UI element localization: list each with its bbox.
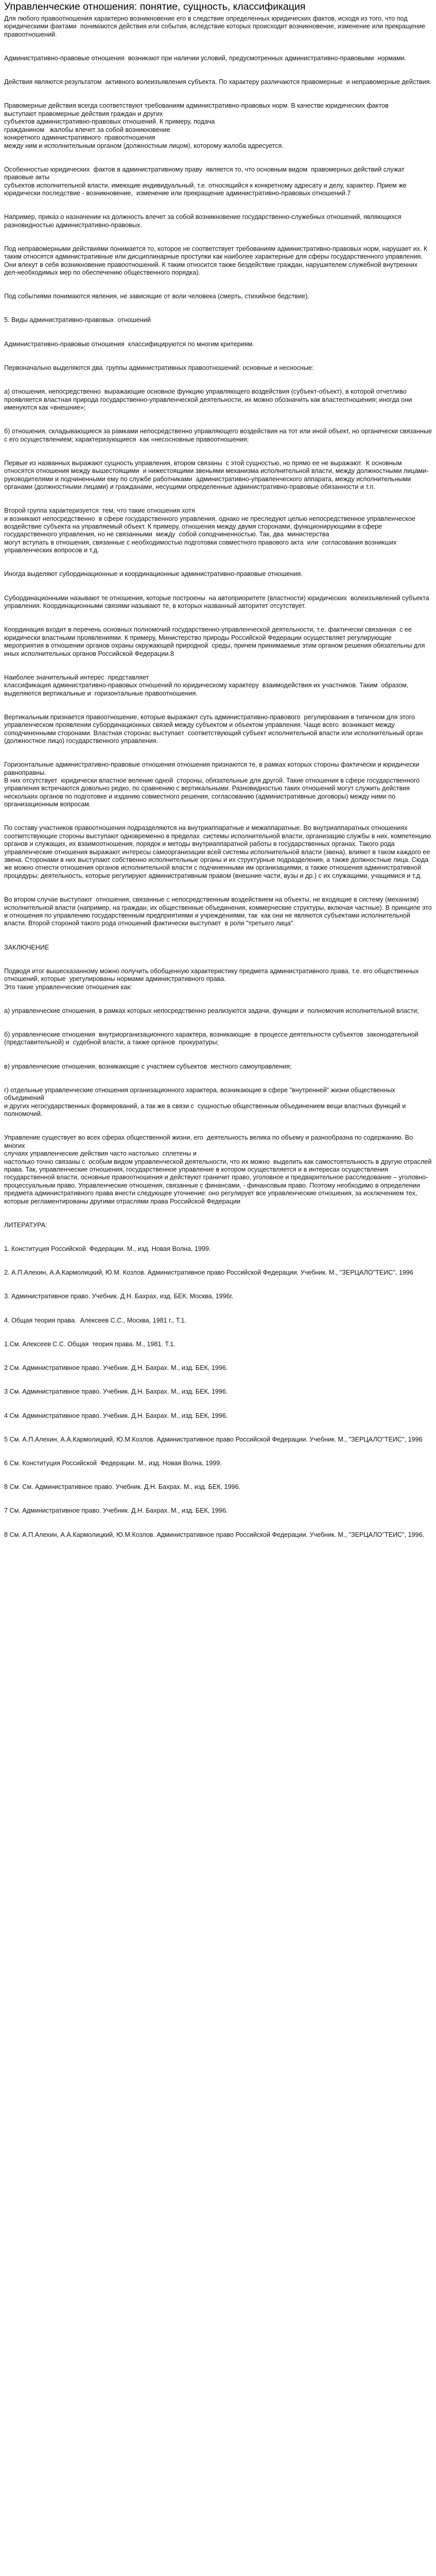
paragraph	[4, 1023, 432, 1031]
paragraph	[4, 1301, 432, 1309]
paragraph	[4, 158, 432, 165]
paragraph	[4, 1285, 432, 1293]
paragraph	[4, 451, 432, 459]
paragraph	[4, 1118, 432, 1126]
paragraph	[4, 1277, 432, 1285]
paragraph	[4, 1229, 432, 1237]
paragraph	[4, 952, 432, 959]
paragraph	[4, 1476, 432, 1483]
paragraph: между ним и исполнительным органом (должностным лицом), которому жалоба адресуется.	[4, 142, 284, 149]
paragraph: Под событиями понимаются явления, не зависящие от воли человека (смерть, стихийное бедствие).	[4, 293, 309, 300]
paragraph	[4, 1372, 432, 1380]
paragraph	[4, 348, 432, 356]
paragraph	[4, 563, 432, 570]
paragraph: относятся отношения между вышестоящими и нижестоящими звеньями механизма исполнительной власти, между должностными лицами-руководителями и подчиненными ему по службе работниками административно-управленческого аппарата, между исполнительными органами (должностными лицами) и гражданами, несущими определенные административно-правовые обязанности и т.п.	[4, 467, 429, 490]
paragraph	[4, 1515, 432, 1523]
paragraph	[4, 1467, 432, 1475]
paragraph	[4, 444, 432, 451]
paragraph	[4, 332, 432, 340]
paragraph: субъектов исполнительной власти, имеющие индивидуальный, т.е. относящийся к конкретному адресату и делу, характер. Прием же юридически последствие - возникновение, изменение или прекращение административно-правовых отношений.7	[4, 181, 409, 197]
paragraph: случаях управленческие действия часто настолько сплетены и	[4, 1150, 197, 1158]
paragraph	[4, 698, 432, 705]
paragraph	[4, 1492, 432, 1499]
paragraph: Субординационными называют те отношения, которые построены на автоприоритете (властности) юридических волеизъявлений субъекта управления. Координационными связями называют те, в которых названный авторитет отсутствует.	[4, 594, 431, 610]
paragraph: настолько точно связаны с особым видом управленческой деятельности, что их можно выделить как самостоятельность в другую отраслей права. Так, управленческие отношения, государственное управление в котором осуществляется и в интересах осуществления государственной власти, основные правоотношения и действуют граничит право, уголовное и предварительное расследование – уголовно-процессуальным право. Управленческие отношения, связанные с финансами, - финансовым право. Поэтому необходимо в определении предмета административного права внести следующее уточнение: оно регулирует все управленческие отношения, за исключением тех, которые регламентированы другими отраслями права Российской Федерации	[4, 1158, 433, 1205]
paragraph: классификация административно-правовых отношений по юридическому характеру взаимодействия их участников. Таким образом, выделяются вертикальные и горизонтальные правоотношения.	[4, 682, 410, 697]
document-body	[4, 15, 432, 1539]
paragraph: ЛИТЕРАТУРА:	[4, 1221, 47, 1229]
paragraph	[4, 237, 432, 245]
paragraph	[4, 1047, 432, 1055]
paragraph	[4, 555, 432, 563]
paragraph	[4, 1078, 432, 1086]
paragraph: г) отдельные управленческие отношения организационного характера, возникающие в сфере "внутренней" жизни общественных объединений	[4, 1086, 397, 1102]
paragraph: и других негосударственных формирований, а так же в связи с сущностью общественным объединением вещи властных функций и полномочий.	[4, 1102, 408, 1118]
paragraph	[4, 1380, 432, 1388]
paragraph	[4, 499, 432, 507]
paragraph	[4, 1396, 432, 1404]
paragraph	[4, 71, 432, 78]
paragraph	[4, 936, 432, 943]
paragraph: конкретного административного правоотношения	[4, 134, 155, 142]
paragraph: и возникают непосредственно в сфере государственного управления, однако не преследуют целью непосредственное управленческое воздействие субъекта на управляемый объект. К примеру, отношения между двумя сторонами, функционирующими в сфере государственного управления, но не связанными между собой соподчиненностью. Так, два министерства	[4, 515, 417, 538]
paragraph: субъектов административно-правовых отношений. К примеру, подача	[4, 118, 215, 126]
paragraph	[4, 491, 432, 499]
paragraph: Например, приказ о назначении на должность влечет за собой возникновение государственно-служебных отношений, являющихся разновидностью административно-правовых.	[4, 213, 404, 229]
paragraph	[4, 928, 432, 936]
paragraph	[4, 959, 432, 967]
paragraph	[4, 745, 432, 753]
paragraph: Подводя итог вышесказанному можно получить обобщенную характеристику предмета административного права, т.е. его общественных отношений, которые урегулированы нормами административного права.	[4, 967, 421, 983]
paragraph: в) управленческие отношения, возникающие с участием субъектов местного самоуправления;	[4, 1062, 292, 1070]
paragraph: а) управленческие отношения, в рамках которых непосредственно реализуются задачи, функции и полномочия исполнительной власти;	[4, 1007, 419, 1014]
paragraph: могут вступать в отношения, связанные с необходимостью подготовки совместного правового акта или согласования возникших управленческих вопросов и т.д.	[4, 538, 399, 554]
paragraph	[4, 658, 432, 666]
paragraph	[4, 372, 432, 380]
paragraph: Особенностью юридических фактов в административному праву является то, что основным видом правомерных действий служат правовые акты	[4, 165, 407, 181]
paragraph	[4, 94, 432, 102]
paragraph	[4, 1325, 432, 1332]
paragraph	[4, 817, 432, 824]
paragraph	[4, 325, 432, 332]
paragraph	[4, 705, 432, 713]
paragraph: Правомерные действия всегда соответствуют требованиям административно-правовых норм. В качестве юридических фактов	[4, 102, 389, 110]
paragraph: 6 См. Конституция Российской Федерации. М., изд. Новая Волна, 1999.	[4, 1459, 222, 1467]
paragraph: 4 См. Административное право. Учебник. Д.Н. Бахрах. М., изд. БЕК, 1996.	[4, 1412, 228, 1419]
paragraph: 5. Виды административно-правовых отношений	[4, 316, 151, 324]
paragraph	[4, 285, 432, 293]
paragraph	[4, 150, 432, 158]
paragraph: Вертикальным признается правоотношение, которые выражают суть административно-правового регулирования в типичном для этого управленческом проявлении субординационных связей между субъектом и объектом управления. Чаще всего возникают между соподчиненными сторонами. Властная сторонас выступает соответствующий субъект исполнительной власти или исполнительный орган (должностное лицо) государственного управления.	[4, 713, 425, 744]
paragraph: Наиболее значительный интерес представляет	[4, 673, 149, 681]
paragraph: 7 См. Административное право. Учебник. Д.Н. Бахрах. М., изд. БЕК, 1996.	[4, 1507, 228, 1515]
paragraph	[4, 309, 432, 316]
paragraph: Первоначально выделяются два группы административных правоотношений: основные и несносные:	[4, 364, 314, 371]
paragraph: Это такие управленческие отношения как:	[4, 983, 132, 991]
paragraph: 3. Административное право. Учебник. Д.Н. Бахрах, изд. БЕК. Москва, 1996г.	[4, 1293, 234, 1300]
paragraph	[4, 991, 432, 999]
paragraph	[4, 1332, 432, 1340]
paragraph: 2 См. Административное право. Учебник. Д.Н. Бахрах. М., изд. БЕК, 1996.	[4, 1364, 228, 1372]
paragraph: 4. Общая теория права. Алексеев С.С., Москва, 1981 г., Т.1.	[4, 1316, 187, 1324]
paragraph: Первые из названных выражают сущность управления, втором связаны с этой сущностью, но прямо ее не выражают. К основным	[4, 459, 402, 467]
paragraph	[4, 229, 432, 237]
paragraph	[4, 1404, 432, 1412]
paragraph: 2. А.П.Алехин, А.А.Кармолицкий, Ю.М. Козлов. Административное право Российской Федерации. Учебник. М., "ЗЕРЦАЛО"ТЕИС", 1996	[4, 1269, 413, 1277]
paragraph	[4, 1309, 432, 1316]
paragraph	[4, 1428, 432, 1435]
paragraph: По составу участников правоотношения подразделяются на внутриаппаратные и межаппаратные. Во внутриаппаратных отношениях соответствующие стороны выступают одновременно в пределах системы исполнительной власти, организацию службы в них, компетенцию органов и служащих, их взаимоотношения, порядок и методы внутриаппаратной работы в государственных органах. Такого рода управленческие отношения выражают интересы самоорганизации всей системы исполнительной власти (звена), влияют в таком каждого ее звена. Сторонами в них выступают собственно исполнительные органы и их структурные подразделения, а также должностные лица. Сюда же можно отнести отношения органов исполнительной власти с подчиненными им организациями, а также отношения административной процедуры; деятельность, которые регулируют административным правом (внешние части, вузы и др.) с их служащими, учащимися и т.д.	[4, 824, 433, 879]
paragraph	[4, 206, 432, 213]
paragraph	[4, 412, 432, 419]
paragraph	[4, 1015, 432, 1023]
paragraph: б) управленческие отношения внутриорганизационного характера, возникающие в процессе деятельности субъектов законодательной (представительной) и судебной власти, а также органов прокуратуры;	[4, 1031, 421, 1046]
paragraph	[4, 62, 432, 70]
paragraph: ЗАКЛЮЧЕНИЕ	[4, 943, 49, 951]
paragraph	[4, 87, 432, 94]
paragraph	[4, 1523, 432, 1531]
paragraph	[4, 880, 432, 888]
paragraph	[4, 1071, 432, 1078]
paragraph	[4, 1238, 432, 1245]
paragraph: 8 См. А.П.Алехин, А.А.Кармолицкий, Ю.М.Козлов. Административное право Российской Федерации. Учебник. М., "ЗЕРЦАЛО"ТЕИС", 1996.	[4, 1531, 425, 1538]
paragraph	[4, 1253, 432, 1261]
paragraph	[4, 47, 432, 55]
paragraph	[4, 1213, 432, 1221]
paragraph: а) отношения, непосредственно выражающие основное функцию управляющего воздействия (субъект-объект), в которой отчетливо проявляется властная природа государственно-управленческой деятельности, их можно обозначить как властеотношения; иногда они именуются как «внешние»;	[4, 388, 414, 411]
paragraph: 3 См. Административное право. Учебник. Д.Н. Бахрах. М., изд. БЕК, 1996.	[4, 1388, 228, 1396]
paragraph: Горизонтальные административно-правовые отношения отношения признаются те, в рамках которых стороны фактически и юридически равноправны.	[4, 761, 421, 776]
paragraph	[4, 888, 432, 896]
paragraph	[4, 301, 432, 309]
paragraph	[4, 1348, 432, 1356]
paragraph	[4, 999, 432, 1007]
paragraph	[4, 809, 432, 817]
paragraph	[4, 420, 432, 428]
paragraph	[4, 380, 432, 388]
paragraph: Административно-правовые отношения возникают при наличии условий, предусмотренных административно-правовыми нормами.	[4, 55, 407, 62]
paragraph	[4, 197, 432, 205]
paragraph: Под неправомерными действиями понимается то, которое не соответствует требованиям административно-правовых норм, нарушает их. К таким относятся административные или дисциплинарные проступки как наиболее характерные для сферы государственного управления. Они влекут в себя возникновение правоотношений. К таким относится также бездействие граждан, нарушителем служебной внутренних дел-необходимых мер по обеспечению общественного порядка).	[4, 245, 429, 276]
paragraph: б) отношения, складывающиеся за рамками непосредственно управляющего воздействия на тот или иной объект, но органически связанные с его осуществлением; характеризующиеся как «несосновные правоотношения;	[4, 428, 434, 443]
paragraph: 8 См. См. Административное право. Учебник. Д.Н. Бахрах. М., изд. БЕК, 1996.	[4, 1483, 241, 1491]
paragraph: Управление существует во всех сферах общественной жизни, его деятельность велика по объему и разнообразна по содержанию. Во многих	[4, 1134, 415, 1149]
paragraph	[4, 1444, 432, 1451]
paragraph: Координация входит в перечень основных полномочий государственно-управленческой деятельности, т.е. фактически связанная с ее юридически властными проявлениями. К примеру, Министерство природы Российской Федерации осуществляет регулирующие мероприятия в отношении органов охраны окружающей природной среды, причем принимаемые этим органом решения обязательны для иных исполнительных органов Российской Федерации.8	[4, 626, 427, 657]
paragraph	[4, 610, 432, 618]
paragraph	[4, 1261, 432, 1269]
paragraph	[4, 1206, 432, 1213]
paragraph	[4, 753, 432, 761]
paragraph	[4, 666, 432, 673]
paragraph: 1.См. Алексеев С.С. Общая теория права. М., 1981. Т.1.	[4, 1340, 176, 1348]
paragraph: Второй группа характеризуется тем, что такие отношения хотя	[4, 507, 195, 515]
paragraph	[4, 586, 432, 594]
paragraph	[4, 277, 432, 284]
paragraph: Во втором случае выступают отношения, связанные с непосредственным воздействием на объекты, не входящие в систему (механизм) исполнительной власти (например, на граждан, их общественные объединения, коммерческие структуры, включая частные). В принципе это и отношения по управлению государственным предприятиями и учреждениями, так как они не являются субъектами исполнительной власти. Второй стороной такого рода отношений фактически выступает в роли "третьего лица".	[4, 896, 434, 927]
paragraph	[4, 1126, 432, 1134]
paragraph	[4, 1357, 432, 1364]
paragraph: гражданином жалобы влечет за собой возникновение	[4, 126, 170, 133]
paragraph: Для любого правоотношения характерно возникновение его в следствие определенных юридических фактов, исходя из того, что под юридическими фактами понимаются действия или события, вследствие которых происходит возникновение, изменение или прекращение правоотношений.	[4, 15, 427, 38]
paragraph: Иногда выделяют субординационные и координационные административно-правовые отношения.	[4, 570, 303, 578]
paragraph: 1. Конституция Российской Федерации. М., изд. Новая Волна, 1999.	[4, 1245, 211, 1252]
page-title: Управленческие отношения: понятие, сущность, классификация	[4, 1, 306, 12]
paragraph	[4, 356, 432, 364]
paragraph: Административно-правовые отношения классифицируются по многим критериям.	[4, 340, 254, 348]
paragraph	[4, 1055, 432, 1062]
paragraph	[4, 39, 432, 46]
paragraph	[4, 1499, 432, 1507]
paragraph	[4, 579, 432, 586]
paragraph: В них отсутствует юридически властное веление одной стороны, обязательные для другой. Такие отношения в сфере государственного управления встречаются довольно редко, по сравнению с вертикальными. Разновидностью таких отношений могут служить действия нескольких органов по подготовке и изданию совместного решения, согласованию (административные договоры) между ними по организационным вопросам.	[4, 777, 422, 808]
paragraph	[4, 1452, 432, 1460]
paragraph: выступают правомерные действия граждан и других	[4, 110, 163, 117]
paragraph: Действия являются результатом активного волеизъявления субъекта. По характеру различаются правомерные и неправомерные действия.	[4, 78, 432, 86]
paragraph: 5 См. А.П.Алехин, А.А.Кармолицкий, Ю.М.Козлов. Административное право Российской Федерации. Учебник. М., "ЗЕРЦАЛО"ТЕИС", 1996	[4, 1435, 423, 1443]
paragraph	[4, 1420, 432, 1428]
paragraph	[4, 618, 432, 626]
